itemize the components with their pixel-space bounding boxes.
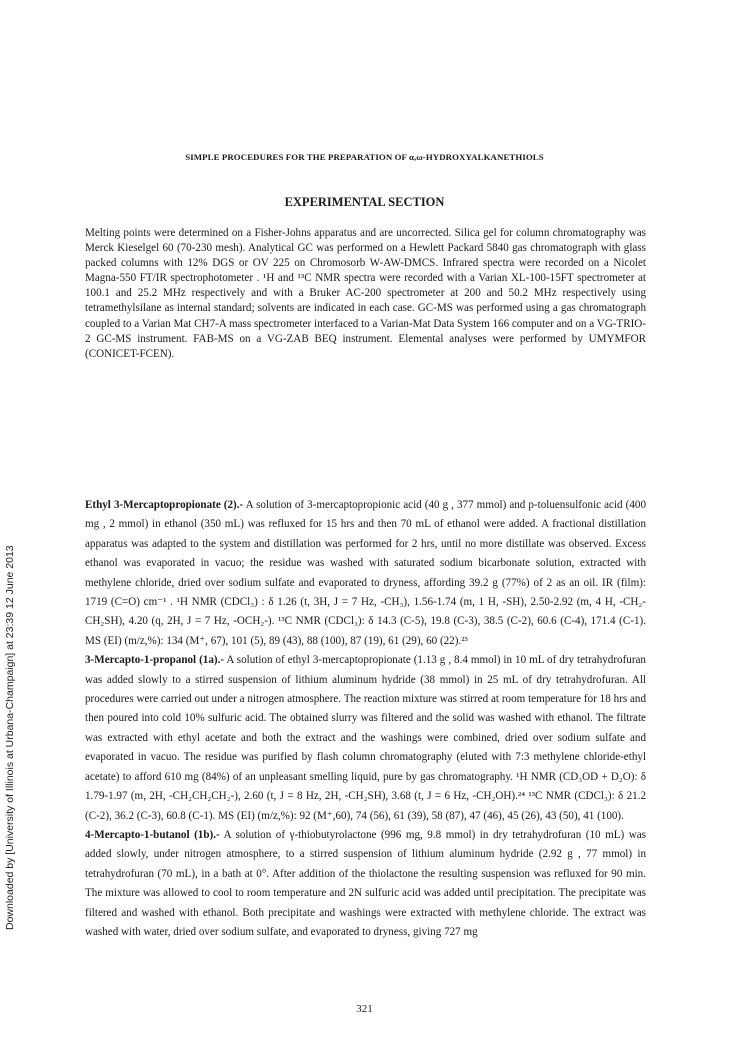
procedure-3-mercapto-1-propanol bbox=[85, 651, 646, 826]
procedure-heading: 3-Mercapto-1-propanol (1a).- bbox=[85, 654, 225, 667]
download-watermark-text: Downloaded by [University of Illinois at Urbana-Champaign] at 23:39 12 June 2013 bbox=[4, 545, 16, 930]
running-head: SIMPLE PROCEDURES FOR THE PREPARATION OF α,ω-HYDROXYALKANETHIOLS bbox=[185, 152, 544, 162]
procedure-heading: Ethyl 3-Mercaptopropionate (2).- bbox=[85, 499, 244, 511]
procedure-text: A solution of ethyl 3-mercaptopropionate (1.13 g , 8.4 mmol) in 10 mL of dry tetrahydrofuran was added slowly to a stirred suspension of lithium aluminum hydride (38 mmol) in 25 mL of dry tetrahydrofuran. All procedures were carried out under a nitrogen atmosphere. The reaction mixture was stirred at room temperature for 18 hrs and then poured into cold 10% sulfuric acid. The obtained slurry was filtered and the solid was washed with ethanol. The filtrate was extracted with ethyl acetate and both the extract and the washings were combined, dried over sodium sulfate and evaporated in vacuo. The residue was purified by flash column chromatography (eluted with 7:3 methylene chloride-ethyl acetate) to afford 610 mg (84%) of an unpleasant smelling liquid, pure by gas chromatography. ¹H NMR (CD₃OD + D₂O): δ 1.79-1.97 (m, 2H, -CH₂CH₂CH₂-), 2.60 (t, J = 8 Hz, 2H, -CH₂SH), 3.68 (t, J = 6 Hz, -CH₂OH).²⁴ ¹³C NMR (CDCl₃): δ 21.2 (C-2), 36.2 (C-3), 60.8 (C-1). MS (EI) (m/z,%): 92 (M⁺,60), 74 (56), 61 (39), 58 (87), 47 (46), 45 (26), 43 (50), 41 (100). bbox=[85, 654, 646, 822]
section-title: EXPERIMENTAL SECTION bbox=[284, 195, 445, 209]
intro-block bbox=[85, 226, 646, 362]
intro-paragraph: Melting points were determined on a Fisher-Johns apparatus and are uncorrected. Silica gel for column chromatography was Merck Kieselgel 60 (70-230 mesh). Analytical GC was performed on a Hewlett Packard 5840 gas chromatograph with glass packed columns with 12% DGS or OV 225 on Chromosorb W-AW-DMCS. Infrared spectra were recorded on a Nicolet Magna-550 FT/IR spectrophotometer . ¹H and ¹³C NMR spectra were recorded with a Varian XL-100-15FT spectrometer at 100.1 and 25.2 MHz respectively and with a Bruker AC-200 spectrometer at 200 and 50.2 MHz respectively using tetramethylsilane as internal standard; solvents are indicated in each case. GC-MS was performed using a gas chromatograph coupled to a Varian Mat CH7-A mass spectrometer interfaced to a Varian-Mat Data System 166 computer and on a VG-TRIO-2 GC-MS instrument. FAB-MS on a VG-ZAB BEQ instrument. Elemental analyses were performed by UMYMFOR (CONICET-FCEN). bbox=[85, 227, 647, 360]
procedure-4-mercapto-1-butanol bbox=[85, 826, 646, 942]
procedure-heading: 4-Mercapto-1-butanol (1b).- bbox=[85, 828, 220, 841]
procedure-text: A solution of 3-mercaptopropionic acid (40 g , 377 mmol) and p-toluensulfonic acid (400 mg , 2 mmol) in ethanol (350 mL) was refluxed for 15 hrs and then 70 mL of ethanol were added. A fractional distillation apparatus was adapted to the system and distillation was performed for 2 hrs, until no more distillate was observed. Excess ethanol was evaporated in vacuo; the residue was washed with saturated sodium bicarbonate solution, extracted with methylene chloride, dried over sodium sulfate and evaporated to dryness, affording 39.2 g (77%) of 2 as an oil. IR (film): 1719 (C=O) cm⁻¹ . ¹H NMR (CDCl₃) : δ 1.26 (t, 3H, J = 7 Hz, -CH₃), 1.56-1.74 (m, 1 H, -SH), 2.50-2.92 (m, 4 H, -CH₂-CH₂SH), 4.20 (q, 2H, J = 7 Hz, -OCH₂-). ¹³C NMR (CDCl₃): δ 14.3 (C-5), 19.8 (C-3), 38.5 (C-2), 60.6 (C-4), 171.4 (C-1). MS (EI) (m/z,%): 134 (M⁺, 67), 101 (5), 89 (43), 88 (100), 87 (19), 61 (29), 60 (22).²³ bbox=[85, 499, 646, 647]
download-watermark bbox=[4, 330, 16, 930]
procedure-ethyl-3-mercaptopropionate bbox=[85, 496, 646, 651]
procedure-text: A solution of γ-thiobutyrolactone (996 mg, 9.8 mmol) in dry tetrahydrofuran (10 mL) was added slowly, under nitrogen atmosphere, to a stirred suspension of lithium aluminum hydride (2.92 g , 77 mmol) in tetrahydrofuran (70 mL), in a bath at 0°. After addition of the thiolactone the resulting suspension was refluxed for 90 min. The mixture was allowed to cool to room temperature and 2N sulfuric acid was added until precipitation. The precipitate was filtered and washed with ethanol. Both precipitate and washings were extracted with methylene chloride. The extract was washed with water, dried over sodium sulfate, and evaporated to dryness, giving 727 mg bbox=[85, 828, 647, 938]
procedures-block bbox=[85, 496, 646, 942]
page-number: 321 bbox=[356, 1003, 373, 1015]
